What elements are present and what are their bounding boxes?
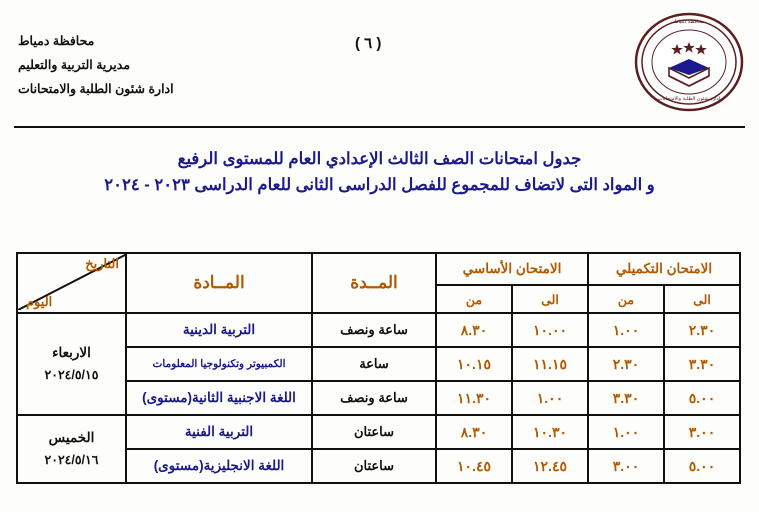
header-basic-from: من [436, 285, 512, 313]
exam-schedule-table [18, 252, 741, 484]
basic-from: ١٠.١٥ [436, 347, 512, 381]
subject: التربية الدينية [126, 313, 312, 347]
svg-text:محافظة دمياط: محافظة دمياط [673, 19, 705, 25]
duration: ساعة ونصف [312, 381, 436, 415]
header-basic-exam: الامتحان الأساسي [436, 253, 588, 285]
header-supp-from: من [588, 285, 664, 313]
subject: الكمبيوتر وتكنولوجيا المعلومات [126, 347, 312, 381]
ministry-line-3: ادارة شئون الطلبة والامتحانات [18, 81, 174, 96]
basic-from: ١٠.٤٥ [436, 449, 512, 483]
basic-to: ١٢.٤٥ [512, 449, 588, 483]
title-line-1: جدول امتحانات الصف الثالث الإعدادي العام للمستوى الرفيع [177, 150, 582, 168]
header-supp-to: الى [664, 285, 740, 313]
duration: ساعة [312, 347, 436, 381]
day-cell [17, 313, 126, 415]
ministry-heading [18, 30, 174, 101]
table-row [17, 415, 740, 449]
day-date: ٢٠٢٤/٥/١٦ [44, 452, 99, 467]
duration: ساعة ونصف [312, 313, 436, 347]
basic-from: ٨.٣٠ [436, 415, 512, 449]
supp-to: ٣.٣٠ [664, 347, 740, 381]
ministry-line-1: محافظة دمياط [18, 34, 95, 48]
supp-from: ١.٠٠ [588, 415, 664, 449]
header-supplementary-exam: الامتحان التكميلي [588, 253, 740, 285]
supp-to: ٥.٠٠ [664, 449, 740, 483]
day-date: ٢٠٢٤/٥/١٥ [44, 367, 99, 382]
table-row [17, 449, 740, 483]
basic-to: ١.٠٠ [512, 381, 588, 415]
title-line-2: و المواد التى لاتضاف للمجموع للفصل الدراسى الثانى للعام الدراسى ٢٠٢٣ - ٢٠٢٤ [104, 176, 655, 195]
ministry-line-2: مديرية التربية والتعليم [18, 57, 131, 72]
supp-from: ٢.٣٠ [588, 347, 664, 381]
table-row [17, 313, 740, 347]
supp-to: ٥.٠٠ [664, 381, 740, 415]
subject: اللغة الانجليزية(مستوى) [126, 449, 312, 483]
header-subject: المــادة [126, 253, 312, 313]
subject: التربية الفنية [126, 415, 312, 449]
supp-from: ٣.٣٠ [588, 381, 664, 415]
header-duration: المــدة [312, 253, 436, 313]
supp-from: ٣.٠٠ [588, 449, 664, 483]
day-name: الاربعاء [52, 344, 91, 360]
basic-from: ١١.٣٠ [436, 381, 512, 415]
supp-to: ٣.٠٠ [664, 415, 740, 449]
supp-to: ٢.٣٠ [664, 313, 740, 347]
basic-to: ١١.١٥ [512, 347, 588, 381]
duration: ساعتان [312, 415, 436, 449]
basic-from: ٨.٣٠ [436, 313, 512, 347]
header-date: التاريخ [85, 256, 119, 271]
duration: ساعتان [312, 449, 436, 483]
diagonal-split [18, 254, 125, 312]
table-header-row-1 [17, 253, 740, 285]
supp-from: ١.٠٠ [588, 313, 664, 347]
basic-to: ١٠.٣٠ [512, 415, 588, 449]
document-header [0, 0, 759, 120]
day-cell [17, 415, 126, 483]
svg-text:ادارة شئون الطلبة والامتحانات: ادارة شئون الطلبة والامتحانات [657, 96, 721, 102]
page-number: ( ٦ ) [355, 35, 382, 52]
governorate-logo [633, 10, 745, 114]
basic-to: ١٠.٠٠ [512, 313, 588, 347]
page-title [0, 146, 759, 199]
subject: اللغة الاجنبية الثانية(مستوى) [126, 381, 312, 415]
table-row [17, 347, 740, 381]
day-name: الخميس [48, 429, 95, 445]
header-divider [14, 126, 745, 128]
header-day: اليوم [26, 294, 53, 309]
header-date-day [17, 253, 126, 313]
table-row [17, 381, 740, 415]
header-basic-to: الى [512, 285, 588, 313]
